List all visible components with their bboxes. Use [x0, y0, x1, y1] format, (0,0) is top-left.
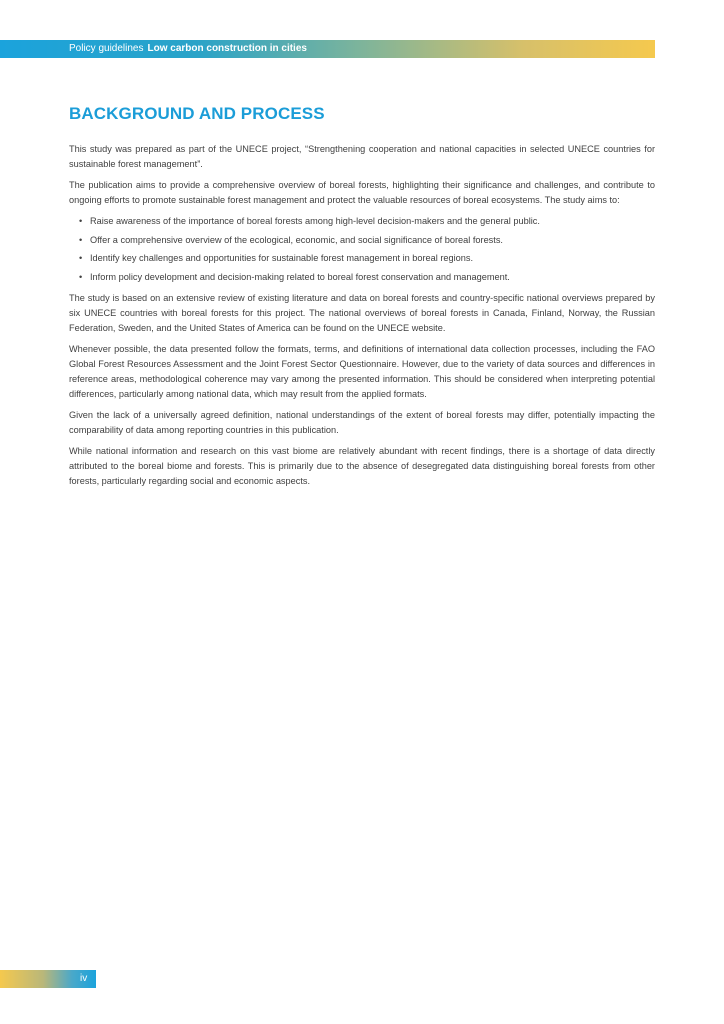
paragraph: Given the lack of a universally agreed definition, national understandings of the extent of boreal forests may differ, potentially impacting the comparability of data among reporting countries in this publication. [69, 409, 655, 435]
list-item [69, 270, 655, 285]
page-number: iv [80, 973, 88, 984]
body-content [69, 142, 655, 495]
list-item-text: Inform policy development and decision-making related to boreal forest conservation and management. [90, 271, 510, 282]
list-item [69, 214, 655, 229]
list-item-text: Offer a comprehensive overview of the ecological, economic, and social significance of boreal forests. [90, 234, 503, 245]
running-header [69, 43, 307, 55]
aims-list [69, 214, 655, 285]
paragraph: Whenever possible, the data presented follow the formats, terms, and definitions of international data collection processes, including the FAO Global Forest Resources Assessment and the Joint Forest Sector Questionnaire. However, due to the variety of data sources and differences in reference areas, methodological coherence may vary among the presented information. This should be considered when interpreting potential differences, particularly among national data, which may result from the applied formats. [69, 343, 655, 399]
list-item-text: Raise awareness of the importance of boreal forests among high-level decision-makers and the general public. [90, 216, 540, 226]
paragraph: While national information and research on this vast biome are relatively abundant with recent findings, there is a shortage of data directly attributed to the boreal biome and forests. This is primarily due to the absence of desegregated data distinguishing boreal forests from other forests, particularly regarding social and economic aspects. [69, 445, 655, 486]
bullet-icon: • [79, 216, 83, 226]
list-item-text: Identify key challenges and opportunities for sustainable forest management in boreal regions. [90, 253, 474, 263]
bullet-icon: • [79, 271, 83, 282]
paragraph: The study is based on an extensive review of existing literature and data on boreal forests and country-specific national overviews prepared by six UNECE countries with boreal forests for this project. The national overviews of boreal forests in Canada, Finland, Norway, the Russian Federation, Sweden, and the United States of America can be found on the UNECE website. [69, 292, 655, 333]
list-item [69, 233, 655, 248]
paragraph: This study was prepared as part of the UNECE project, “Strengthening cooperation and national capacities in selected UNECE countries for sustainable forest management”. [69, 144, 655, 169]
header-series: Policy guidelines [69, 43, 144, 54]
list-item [69, 251, 655, 266]
bullet-icon: • [79, 253, 83, 263]
paragraph: The publication aims to provide a comprehensive overview of boreal forests, highlighting their significance and challenges, and contribute to ongoing efforts to promote sustainable forest management and protect the valuable resources of boreal ecosystems. The study aims to: [69, 180, 655, 205]
header-doc-title: Low carbon construction in cities [147, 43, 307, 54]
bullet-icon: • [79, 234, 83, 245]
page-title: BACKGROUND AND PROCESS [69, 104, 325, 123]
